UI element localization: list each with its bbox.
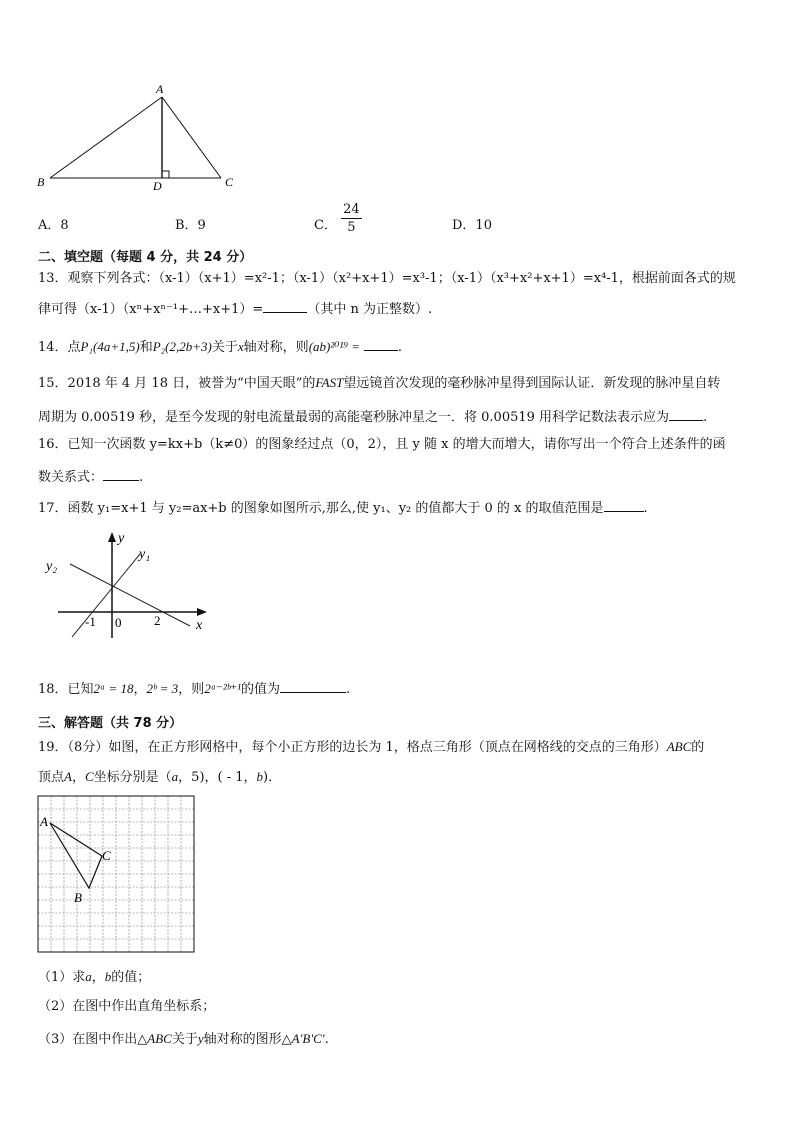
q18-e3: 2ᵃ⁻²ᵇ⁺¹ [204,681,242,696]
q14-end: . [397,340,403,355]
q19-line2-b-var: b [256,769,264,784]
q18-e1: 2ᵃ = 18 [93,681,134,696]
q18-b: ，则 [178,682,205,697]
section3-title: 三、解答题（共 78 分） [38,716,183,731]
q16-line2-a: 数关系式： [38,470,104,485]
q14-line [38,336,402,359]
choice-c-prefix: C． [314,218,337,233]
q15-line1-a: 15．2018 年 4 月 18 日，被誉为“中国天眼”的 [38,376,316,391]
label-y: y [118,531,125,546]
q17-text: 17．函数 y₁=x+1 与 y₂=ax+b 的图象如图所示,那么,使 y₁、y₂ 的值都大于 0 的 x 的取值范围是 [38,501,604,516]
choice-b: B．9 [175,218,206,233]
q15-line2 [38,406,707,429]
q19-line1-b: 的 [691,740,705,755]
side-ac [162,97,221,178]
choice-d: D．10 [452,218,492,233]
q18-a: 18．已知 [38,682,94,697]
y-axis-arrow [108,532,116,542]
q19-line2 [38,766,281,789]
tick-2: 2 [154,613,161,628]
q19-sub2: （2）在图中作出直角坐标系； [38,999,216,1014]
label-y2: y₂ [46,559,58,574]
q19-sub1-sep: ， [91,970,105,985]
q19-sub3-a: （3）在图中作出 [38,1032,138,1047]
q14-answer-blank [364,336,398,351]
q19-sub1-b: b [104,969,112,984]
q19-sub3-c: 轴对称的图形 [203,1032,282,1047]
q14-expr: (ab)²⁰¹⁹ = [308,339,360,354]
q14-b: 关于 [211,340,238,355]
q19-abc: ABC [666,739,692,754]
q19-sub1 [38,966,150,989]
q15-line2-b: . [703,410,708,425]
q17-end: . [643,501,648,516]
label-a: A [156,82,164,96]
q19-sub1-end: 的值； [111,970,151,985]
q19-sub3-end: . [324,1032,329,1047]
q19-sub1-text: （1）求 [38,970,86,985]
q15-line1 [38,372,720,395]
tick-minus1: -1 [85,614,96,629]
q16-line1: 16．已知一次函数 y=kx+b（k≠0）的图象经过点（0，2），且 y 随 x 的增大而增大，请你写出一个符合上述条件的函 [38,437,726,452]
choice-a: A．8 [38,218,69,233]
q18-e2: 2ᵇ = 3 [146,681,179,696]
choice-c-fraction [341,202,362,237]
q19-line2-a: 顶点 [38,770,65,785]
triangle-abc [50,823,102,888]
tick-0: 0 [115,615,122,630]
line-y1 [72,554,140,637]
q13-answer-blank [263,298,307,313]
q13-line1: 13．观察下列各式：（x-1）（x+1）=x²-1；（x-1）（x²+x+1）=x³-1；（x-1）（x³+x²+x+1）=x⁴-1，根据前面各式的规 [38,271,736,286]
q19-line2-a-var: a [171,769,179,784]
grid-figure [32,790,202,960]
q15-line1-b: 望远镜首次发现的毫秒脉冲星得到国际认证．新发现的脉冲星自转 [343,376,721,391]
right-angle-mark [162,171,169,178]
q19-line2-e: )． [263,770,282,785]
q16-line2-b: . [139,470,144,485]
q19-sub3-t1: △ABC [137,1031,172,1046]
grid-label-c: C [102,848,111,863]
q14-and: 和 [139,340,153,355]
q19-sub3-y: y [197,1031,204,1046]
q18-line [38,678,350,701]
linear-functions-graph [40,526,220,642]
fraction-denominator: 5 [347,220,356,235]
q19-line2-C: C [84,769,94,784]
q13-line2 [38,298,432,321]
q16-line2 [38,466,143,489]
section2-title: 二、填空题（每题 4 分，共 24 分） [38,250,253,265]
q14-p1: P₁(4a+1,5) [80,339,140,354]
triangle-figure [30,80,250,195]
label-d: D [153,179,162,193]
grid-label-a: A [40,814,48,829]
q19-line2-c: 坐标分别是（ [93,770,172,785]
side-ab [50,97,162,178]
q19-sub3-b: 关于 [171,1032,198,1047]
q14-a: 14．点 [38,340,81,355]
q18-c: 的值为 [241,682,281,697]
q14-x: x [237,339,244,354]
q17-line [38,497,648,520]
q15-line2-a: 周期为 0.00519 秒，是至今发现的射电流量最弱的高能毫秒脉冲星之一．将 0.00519 用科学记数法表示应为 [38,410,670,425]
q13-line2-b: （其中 n 为正整数）. [307,302,433,317]
label-b: B [37,175,45,189]
grid-label-b: B [74,890,82,905]
q14-c: 轴对称，则 [243,340,309,355]
q15-answer-blank [669,406,703,421]
q19-line2-b: ， [71,770,85,785]
q17-answer-blank [604,497,644,512]
grid-lines [38,796,194,952]
label-x: x [196,618,203,633]
q19-line1-a: 19．（8分）如图，在正方形网格中，每个小正方形的边长为 1，格点三角形（顶点在网格线的交点的三角形） [38,740,667,755]
q19-line2-d: ，5)，( - 1， [178,770,257,785]
q19-line1 [38,736,704,759]
q19-line2-A: A [64,769,72,784]
choice-c [314,202,362,237]
q19-sub3-t2: △A'B'C' [281,1031,325,1046]
label-c: C [225,175,234,189]
q15-fast: FAST [315,375,344,390]
q14-p2: P₂(2,2b+3) [152,339,212,354]
q18-end: . [346,682,351,697]
q13-line2-a: 律可得（x-1）（xⁿ+xⁿ⁻¹+…+x+1）= [38,302,264,317]
q19-sub3 [38,1028,329,1051]
fraction-numerator: 24 [343,202,360,217]
x-axis-arrow [197,608,207,616]
q19-sub1-a: a [85,969,92,984]
q18-answer-blank [280,678,346,693]
q16-answer-blank [103,466,139,481]
label-y1: y₁ [139,547,151,562]
q18-sep: ， [133,682,147,697]
